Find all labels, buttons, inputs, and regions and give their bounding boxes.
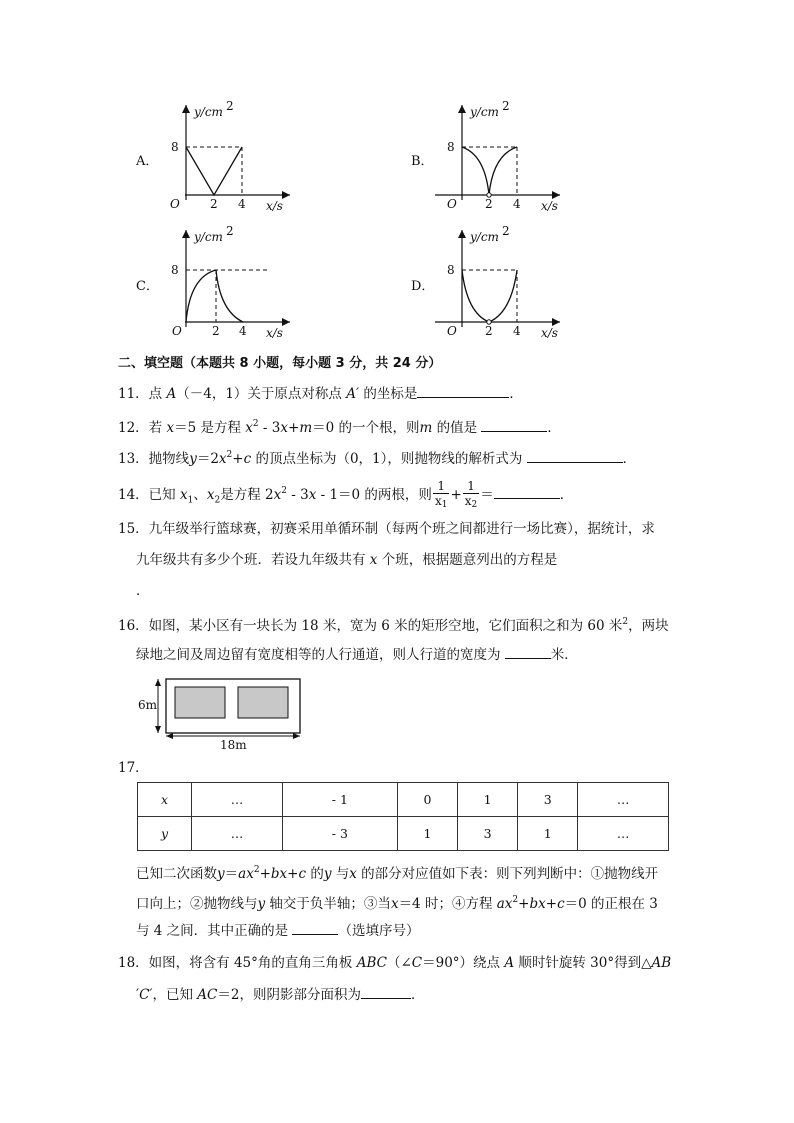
q18-text: ，已知 — [152, 987, 198, 1003]
q16-text: 绿地之间及周边留有宽度相等的人行通道，则人行道的宽度为 — [136, 647, 505, 663]
var-y: y — [323, 866, 332, 882]
var-x: x — [166, 420, 175, 436]
table-cell: … — [578, 817, 669, 851]
q13-text: + — [232, 451, 244, 467]
subscript: 2 — [471, 500, 478, 510]
table-row — [138, 817, 669, 851]
origin-label: O — [172, 324, 182, 338]
subscript: 1 — [187, 495, 194, 506]
var-x: x — [369, 552, 378, 568]
table-cell: … — [192, 817, 283, 851]
answer-blank[interactable] — [527, 448, 623, 463]
table-cell: 3 — [458, 817, 518, 851]
var-m: m — [419, 420, 433, 436]
point-a: A — [504, 955, 515, 971]
superscript: 2 — [253, 865, 260, 875]
q18-text: ′ — [136, 987, 140, 1003]
var-x: x — [218, 451, 227, 467]
x-axis-arrow — [552, 318, 560, 326]
question-15-line-1: 15．九年级举行篮球赛，初赛采用单循环制（每两个班之间都进行一场比赛），据统计，求 — [118, 521, 655, 537]
green-plot-left — [175, 687, 225, 718]
fraction-2 — [463, 479, 480, 512]
x-tick-4: 4 — [513, 197, 521, 211]
var-x: x — [179, 487, 188, 503]
q16-text: 米． — [550, 647, 578, 663]
q11-text: 11．点 — [118, 386, 167, 402]
x-tick-2: 2 — [210, 197, 218, 211]
q17-text: 的 — [306, 866, 324, 882]
table-cell: 1 — [458, 783, 518, 817]
q17-text: + — [545, 896, 558, 912]
var-c: c — [243, 451, 252, 467]
var-b: b — [270, 866, 280, 882]
y-axis-label: y/cm — [470, 230, 499, 244]
q17-text: + — [259, 866, 271, 882]
table-cell: … — [578, 783, 669, 817]
table-cell: 0 — [397, 783, 457, 817]
q13-text: 13．抛物线 — [118, 451, 190, 467]
x-tick-4: 4 — [239, 324, 247, 338]
table-cell: 3 — [518, 783, 578, 817]
q11-text: 的坐标是 — [359, 386, 418, 402]
table-cell: y — [138, 817, 192, 851]
q11-end: ． — [509, 386, 523, 402]
y-axis-arrow — [458, 230, 466, 238]
height-arrow-bottom — [155, 726, 161, 733]
graph-b-svg — [405, 100, 605, 225]
q18-text: 顺时针旋转 30°得到△ — [514, 955, 652, 971]
var-m: m — [299, 420, 313, 436]
fraction-den-var: x — [434, 494, 442, 508]
q11-point-a-prime: A′ — [346, 386, 360, 402]
q12-end: ． — [547, 420, 561, 436]
x-axis-label: x/s — [541, 199, 558, 213]
q12-text: - 3 — [258, 420, 281, 436]
y-axis-sup: 2 — [226, 99, 234, 113]
q15-text: 九年级共有多少个班．若设九年级共有 — [136, 552, 370, 568]
q14-end: ． — [559, 487, 574, 503]
fraction-numerator: 1 — [463, 479, 480, 494]
fraction-den-var: x — [464, 494, 472, 508]
q11-text: （－4，1）关于原点对称点 — [176, 386, 347, 402]
y-axis-sup: 2 — [502, 224, 510, 238]
q17-text: 与 4 之间．其中正确的是 — [136, 923, 293, 939]
q18-end: ． — [410, 987, 425, 1003]
y-axis-label: y/cm — [194, 230, 223, 244]
green-plot-right — [238, 687, 288, 718]
y-axis-sup: 2 — [226, 224, 234, 238]
x-tick-2: 2 — [485, 324, 493, 338]
q17-text: 已知二次函数 — [136, 866, 217, 882]
graph-option-c — [130, 225, 330, 350]
y-axis-label: y/cm — [194, 105, 223, 119]
q17-text: 与 — [331, 866, 350, 882]
question-12 — [118, 414, 561, 438]
q18-text: ＝2，则阴影部分面积为 — [217, 987, 361, 1003]
q14-eq: ＝ — [480, 487, 494, 503]
x-tick-4: 4 — [238, 197, 246, 211]
x-tick-4: 4 — [513, 324, 521, 338]
q16-text: ，两块 — [628, 618, 669, 634]
question-16-line-2 — [136, 644, 578, 665]
answer-blank[interactable] — [361, 984, 411, 999]
q17-text: ＝0 的正根在 3 — [564, 896, 658, 912]
table-cell: 1 — [397, 817, 457, 851]
table-cell: x — [138, 783, 192, 817]
height-arrow-top — [155, 679, 161, 686]
y-axis-arrow — [182, 230, 190, 238]
option-letter: C． — [136, 279, 159, 294]
var-c: c — [557, 896, 565, 912]
question-14 — [118, 476, 573, 516]
answer-blank[interactable] — [505, 644, 551, 659]
q13-text: 的顶点坐标为（0，1），则抛物线的解析式为 — [251, 451, 527, 467]
graph-option-a — [130, 100, 330, 225]
x-axis-arrow — [552, 191, 560, 199]
y-tick-8: 8 — [171, 263, 179, 277]
question-15-line-3: ． — [136, 583, 150, 599]
superscript: 2 — [512, 895, 519, 905]
var-y: y — [189, 451, 197, 467]
graph-curve-right — [489, 147, 517, 195]
triangle-abc: ABC — [356, 955, 387, 971]
point-c-prime: C′ — [139, 987, 153, 1003]
graph-curve-right — [489, 270, 517, 322]
q13-text: ＝2 — [196, 451, 219, 467]
var-x: x — [308, 487, 317, 503]
question-11 — [118, 383, 523, 404]
q14-text: - 3 — [286, 487, 309, 503]
x-axis-arrow — [282, 191, 290, 199]
graph-curve — [186, 147, 242, 195]
graph-a-svg — [130, 100, 330, 225]
question-18-line-1 — [118, 953, 671, 973]
q12-text: + — [288, 420, 300, 436]
x-axis-label: x/s — [266, 326, 283, 340]
graph-d-svg — [405, 225, 605, 350]
graph-curve-left — [462, 147, 489, 195]
y-tick-8: 8 — [447, 263, 455, 277]
var-x: x — [349, 866, 357, 882]
table-cell: 1 — [518, 817, 578, 851]
q14-text: 是方程 2 — [220, 487, 274, 503]
graph-c-svg — [130, 225, 330, 350]
width-arrow-right — [293, 733, 300, 739]
graph-option-b — [405, 100, 605, 225]
var-x: x — [206, 487, 215, 503]
superscript: 2 — [622, 617, 629, 627]
var-a: a — [496, 896, 505, 912]
graph-curve-left — [462, 270, 489, 322]
origin-label: O — [170, 197, 180, 211]
y-tick-8: 8 — [447, 140, 455, 154]
var-x: x — [390, 896, 399, 912]
var-x: x — [245, 420, 253, 436]
q13-end: ． — [622, 451, 637, 467]
q14-text: - 1＝0 的两根，则 — [316, 487, 432, 503]
q16-text: 16．如图，某小区有一块长为 18 米，宽为 6 米的矩形空地，它们面积之和为 60 米 — [118, 618, 623, 634]
q12-text: ＝0 的一个根，则 — [312, 420, 420, 436]
option-letter: B． — [411, 154, 434, 169]
x-axis-label: x/s — [541, 326, 558, 340]
answer-blank[interactable] — [481, 417, 547, 432]
question-15-line-2 — [136, 550, 557, 570]
table-cell: - 1 — [282, 783, 397, 817]
point-ab: AB — [651, 955, 672, 971]
q14-plus: + — [450, 487, 462, 503]
q17-text: ＝ — [224, 866, 239, 882]
y-axis-arrow — [458, 105, 466, 113]
var-y: y — [257, 896, 266, 912]
segment-ac: AC — [197, 987, 218, 1003]
graph-curve-left — [186, 270, 216, 322]
table-row — [138, 783, 669, 817]
width-label: 18m — [220, 738, 247, 751]
var-x: x — [246, 866, 254, 882]
var-c: c — [298, 866, 307, 882]
section-title: 二、填空题（本题共 8 小题，每小题 3 分，共 24 分） — [118, 356, 442, 371]
y-tick-8: 8 — [171, 140, 179, 154]
q14-text: 14．已知 — [118, 487, 180, 503]
var-y: y — [217, 866, 225, 882]
var-b: b — [529, 896, 539, 912]
q14-text: 、 — [193, 487, 207, 503]
question-13 — [118, 445, 636, 469]
x-axis-label: x/s — [266, 199, 283, 213]
graph-option-d — [405, 225, 605, 350]
origin-label: O — [447, 324, 457, 338]
q12-text: 12．若 — [118, 420, 167, 436]
question-17-line-3 — [136, 920, 419, 941]
option-letter: A． — [136, 154, 159, 169]
y-axis-label: y/cm — [470, 105, 499, 119]
q11-point-a: A — [166, 386, 177, 402]
superscript: 2 — [226, 450, 233, 460]
origin-label: O — [447, 197, 457, 211]
graph-curve-right — [216, 270, 243, 322]
question-16-line-1 — [118, 612, 669, 636]
var-x: x — [504, 896, 513, 912]
q17-text: ＝4 时；④方程 — [398, 896, 497, 912]
y-axis-sup: 2 — [502, 99, 510, 113]
q17-text: 口向上；②抛物线与 — [136, 896, 258, 912]
q18-text: 18．如图，将含有 45°角的直角三角板 — [118, 955, 357, 971]
q16-figure — [136, 676, 311, 751]
q12-text: ＝5 是方程 — [174, 420, 246, 436]
x-axis-arrow — [282, 318, 290, 326]
answer-blank[interactable] — [292, 920, 338, 935]
question-17-line-2 — [136, 890, 658, 914]
y-axis-arrow — [182, 105, 190, 113]
var-x: x — [538, 896, 546, 912]
var-x: x — [280, 420, 288, 436]
table-cell: … — [192, 783, 283, 817]
table-cell: - 3 — [282, 817, 397, 851]
q17-text: 轴交于负半轴；③当 — [265, 896, 391, 912]
var-c: C — [411, 955, 423, 971]
q18-text: ＝90°）绕点 — [422, 955, 505, 971]
var-x: x — [279, 866, 288, 882]
q17-value-table — [137, 782, 669, 851]
fraction-numerator: 1 — [433, 479, 450, 494]
fraction-denominator — [463, 494, 480, 512]
question-18-line-2 — [136, 984, 424, 1005]
option-letter: D． — [411, 279, 435, 294]
var-a: a — [238, 866, 247, 882]
answer-blank[interactable] — [417, 383, 509, 398]
fraction-denominator — [433, 494, 450, 512]
superscript: 2 — [281, 486, 287, 496]
var-x: x — [273, 487, 282, 503]
question-17-line-1 — [136, 860, 658, 884]
x-tick-2: 2 — [485, 197, 493, 211]
q18-text: （∠ — [386, 955, 412, 971]
subscript: 2 — [214, 495, 221, 506]
q12-text: 的值是 — [432, 420, 482, 436]
superscript: 2 — [252, 419, 259, 429]
q17-text: 的部分对应值如下表：则下列判断中：①抛物线开 — [356, 866, 659, 882]
height-label: 6m — [138, 698, 158, 712]
q17-text: + — [518, 896, 530, 912]
fraction-1 — [433, 479, 450, 512]
q16-figure-svg — [136, 676, 311, 751]
answer-blank[interactable] — [494, 484, 560, 499]
x-tick-2: 2 — [212, 324, 220, 338]
q17-text: + — [287, 866, 299, 882]
q17-text: （选填序号） — [338, 923, 420, 939]
q15-text: 个班，根据题意列出的方程是 — [377, 552, 558, 568]
subscript: 1 — [441, 500, 448, 510]
question-17-number: 17． — [118, 760, 149, 776]
width-arrow-left — [166, 733, 173, 739]
